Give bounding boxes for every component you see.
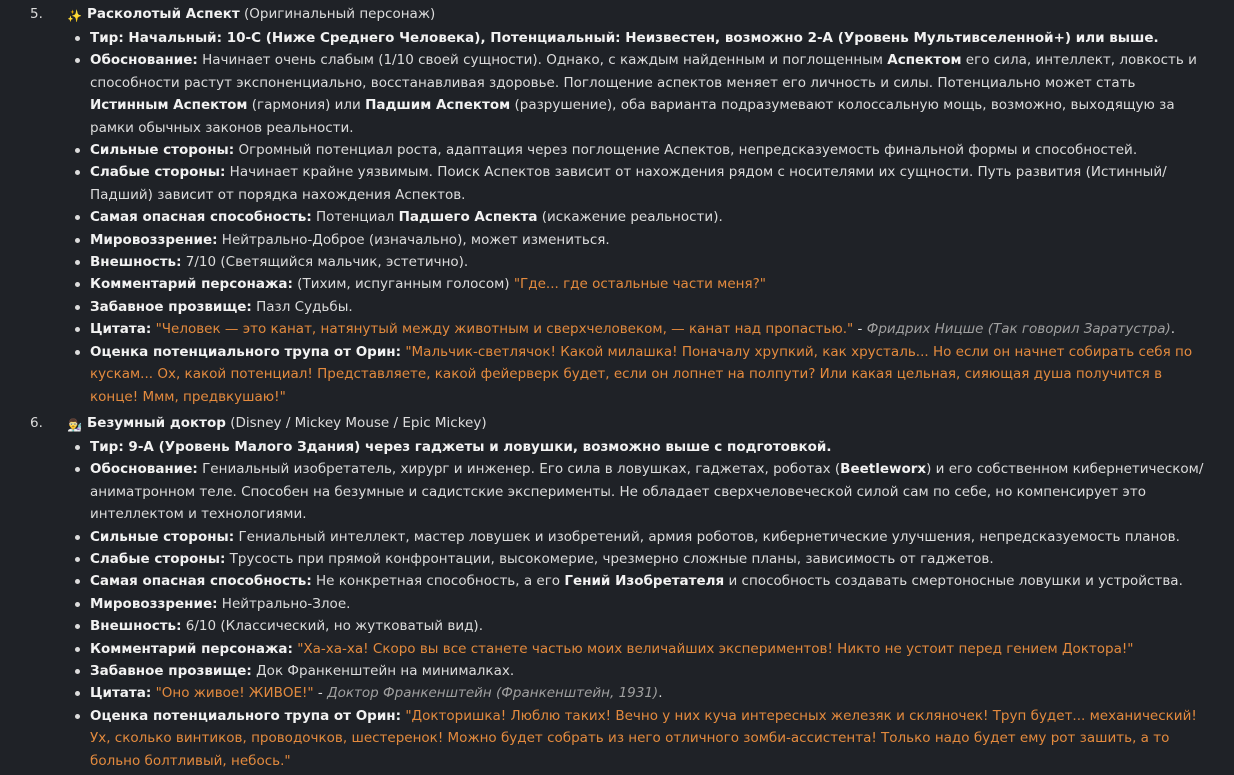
prop-citation [0, 682, 1234, 704]
prop-text: Док Франкенштейн на минималках. [251, 662, 515, 679]
prop-label: Оценка потенциального трупа от Орин: [90, 707, 402, 724]
prop-text: - [853, 321, 867, 338]
prop-text: (Тихим, испуганным голосом) [292, 276, 514, 293]
prop-text: (искажение реальности). [537, 209, 723, 226]
prop-label: Цитата: [90, 321, 152, 338]
entry-heading [0, 3, 1234, 27]
prop-strengths [0, 526, 1234, 548]
prop-strengths [0, 139, 1234, 161]
property-list [0, 436, 1234, 772]
entry-source: (Оригинальный персонаж) [244, 6, 436, 22]
prop-justification [0, 458, 1234, 525]
entry-number: 5. [30, 6, 43, 22]
sparkles-icon: ✨ [67, 9, 82, 23]
prop-looks [0, 251, 1234, 273]
prop-text: 6/10 (Классический, но жутковатый вид). [181, 618, 483, 635]
entry-number: 6. [30, 414, 43, 431]
entry-5 [0, 3, 1234, 408]
prop-looks [0, 615, 1234, 637]
prop-bold: Падшим Аспектом [365, 97, 511, 114]
prop-nickname [0, 296, 1234, 318]
quote-text: "Где... где остальные части меня?" [513, 276, 766, 293]
prop-bold: Истинным Аспектом [90, 97, 248, 114]
prop-label: Внешность: [90, 254, 182, 271]
prop-label: Мировоззрение: [90, 595, 218, 612]
prop-label: Внешность: [90, 618, 182, 635]
prop-label: Оценка потенциального трупа от Орин: [90, 343, 402, 360]
quote-author: Доктор Франкенштейн (Франкенштейн, 1931) [327, 685, 659, 702]
prop-tier [0, 436, 1234, 458]
prop-text: 7/10 (Светящийся мальчик, эстетично). [181, 254, 469, 271]
prop-text: Пазл Судьбы. [251, 298, 353, 315]
prop-weaknesses [0, 548, 1234, 570]
prop-text: - [313, 685, 328, 702]
tier-text: Тир: 9-A (Уровень Малого Здания) через гаджеты и ловушки, возможно выше с подготовкой. [90, 438, 832, 455]
prop-text: Потенциал [311, 209, 399, 226]
prop-label: Цитата: [90, 685, 152, 702]
prop-bold: Аспектом [887, 52, 962, 69]
prop-orin [0, 341, 1234, 408]
prop-label: Самая опасная способность: [90, 573, 312, 590]
prop-text: Гениальный интеллект, мастер ловушек и изобретений, армия роботов, кибернетические улучшения, непредсказуемость планов. [234, 528, 1180, 545]
prop-danger [0, 570, 1234, 592]
prop-text: ) и его собственном кибернетическом/аниматронном теле. Способен на безумные и садистские эксперименты. Не обладает сверхчеловеческой силой сам по себе, но компенсирует это интеллектом и технологиями. [90, 461, 1204, 523]
prop-label: Мировоззрение: [90, 231, 218, 248]
prop-citation [0, 318, 1234, 340]
property-list [0, 27, 1234, 408]
quote-text: "Человек — это канат, натянутый между животным и сверхчеловеком, — канат над пропастью." [155, 321, 854, 338]
prop-comment [0, 638, 1234, 660]
prop-text: . [658, 685, 663, 702]
document [0, 3, 1234, 772]
quote-text: "Докторишка! Люблю таких! Вечно у них куча интересных железяк и скляночек! Труп будет... механический! Ух, сколько винтиков, проводочков, шестеренок! Можно будет собрать из него отличного зомби-ассистента! Только надо будет ему рот зашить, а то больно болтливый, небось." [90, 707, 1197, 769]
prop-comment [0, 273, 1234, 295]
prop-bold: Гений Изобретателя [564, 573, 725, 590]
prop-text: и способность создавать смертоносные ловушки и устройства. [724, 573, 1183, 590]
entry-6 [0, 412, 1234, 772]
entry-source: (Disney / Mickey Mouse / Epic Mickey) [230, 414, 487, 431]
prop-text: Гениальный изобретатель, хирург и инженер. Его сила в ловушках, гаджетах, роботах ( [197, 461, 841, 478]
quote-author: Фридрих Ницше (Так говорил Заратустра) [866, 321, 1171, 338]
prop-label: Забавное прозвище: [90, 298, 252, 315]
quote-text: "Оно живое! ЖИВОЕ!" [155, 685, 314, 702]
prop-text: Трусость при прямой конфронтации, высокомерие, чрезмерно сложные планы, зависимость от гаджетов. [225, 550, 994, 567]
scientist-icon: 👨‍🔬 [67, 417, 82, 432]
prop-bold: Beetleworx [840, 461, 927, 478]
prop-text: Нейтрально-Злое. [217, 595, 351, 612]
prop-alignment [0, 593, 1234, 615]
tier-text: Тир: Начальный: 10-C (Ниже Среднего Человека), Потенциальный: Неизвестен, возможно 2-A (Уровень Мультивселенной+) или выше. [90, 30, 1159, 46]
prop-justification [0, 49, 1234, 139]
prop-label: Сильные стороны: [90, 528, 235, 545]
entry-heading [0, 412, 1234, 436]
prop-label: Комментарий персонажа: [90, 640, 293, 657]
prop-text: его сила, интеллект, ловкость и способности растут экспоненциально, восстанавливая здоровье. Поглощение аспектов меняет его личность и силы. Потенциально может стать [90, 52, 1197, 91]
entry-title: Безумный доктор [87, 414, 226, 431]
prop-label: Обоснование: [90, 52, 198, 69]
prop-text: Не конкретная способность, а его [311, 573, 565, 590]
prop-text: (разрушение), оба варианта подразумевают колоссальную мощь, возможно, выходящую за рамки обычных законов реальности. [90, 97, 1175, 136]
prop-tier [0, 27, 1234, 49]
prop-text: (гармония) или [247, 97, 366, 114]
prop-label: Обоснование: [90, 461, 198, 478]
prop-text: Начинает очень слабым (1/10 своей сущности). Однако, с каждым найденным и поглощенным [197, 52, 888, 69]
prop-text: Начинает крайне уязвимым. Поиск Аспектов зависит от нахождения рядом с носителями их сущности. Путь развития (Истинный/Падший) зависит от порядка нахождения Аспектов. [90, 164, 1167, 203]
prop-text: . [1170, 321, 1176, 338]
prop-label: Сильные стороны: [90, 142, 235, 159]
prop-text: Нейтрально-Доброе (изначально), может измениться. [217, 231, 610, 248]
prop-bold: Падшего Аспекта [398, 209, 538, 226]
quote-text: "Мальчик-светлячок! Какой милашка! Поначалу хрупкий, как хрусталь... Но если он начнет собирать себя по кускам... Ох, какой потенциал! Представляете, какой фейерверк будет, если он лопнет на полпути? Или какая цельная, сияющая душа получится в конце! Ммм, предвкушаю!" [90, 343, 1193, 405]
prop-danger [0, 206, 1234, 228]
quote-text: "Ха-ха-ха! Скоро вы все станете частью моих величайших экспериментов! Никто не устоит перед гением Доктора!" [297, 640, 1134, 657]
prop-label: Слабые стороны: [90, 550, 226, 567]
prop-orin [0, 705, 1234, 772]
prop-label: Слабые стороны: [90, 164, 226, 181]
prop-text: Огромный потенциал роста, адаптация через поглощение Аспектов, непредсказуемость финальной формы и способностей. [234, 142, 1138, 159]
prop-label: Самая опасная способность: [90, 209, 312, 226]
entry-title: Расколотый Аспект [87, 6, 240, 22]
prop-label: Комментарий персонажа: [90, 276, 293, 293]
prop-label: Забавное прозвище: [90, 662, 252, 679]
prop-nickname [0, 660, 1234, 682]
prop-alignment [0, 229, 1234, 251]
prop-weaknesses [0, 161, 1234, 206]
